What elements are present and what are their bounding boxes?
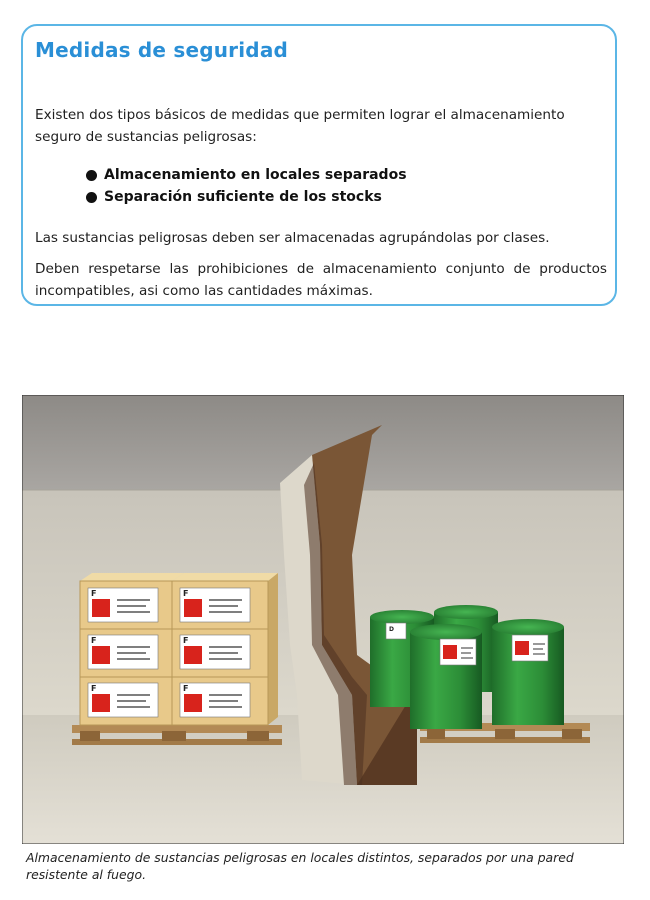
box-label-letter: F (91, 636, 97, 645)
bullet-text: Separación suficiente de los stocks (104, 189, 382, 205)
prohibitions-paragraph: Deben respetarse las prohibiciones de almacenamiento conjunto de productos incompatibles, asi como las cantidades máximas. (35, 261, 607, 299)
bullet-text: Almacenamiento en locales separados (104, 167, 407, 183)
intro-paragraph: Existen dos tipos básicos de medidas que permiten lograr el almacenamiento seguro de sustancias peligrosas: (35, 107, 565, 145)
list-item (86, 186, 407, 208)
section-title: Medidas de seguridad (35, 38, 289, 62)
box-label-letter: F (183, 636, 189, 645)
box-label-letter: F (91, 589, 97, 598)
box-label-letter: F (183, 684, 189, 693)
box-label-letter: F (91, 684, 97, 693)
list-item (86, 164, 407, 186)
box-label-letter: F (183, 589, 189, 598)
drum-label-letter: D (389, 626, 394, 633)
measures-list (86, 164, 407, 208)
figure-caption: Almacenamiento de sustancias peligrosas en locales distintos, separados por una pared resistente al fuego. (26, 850, 574, 882)
bullet-icon (86, 170, 97, 181)
bullet-icon (86, 192, 97, 203)
classes-paragraph: Las sustancias peligrosas deben ser almacenadas agrupándolas por clases. (35, 230, 550, 246)
storage-illustration (22, 395, 624, 844)
